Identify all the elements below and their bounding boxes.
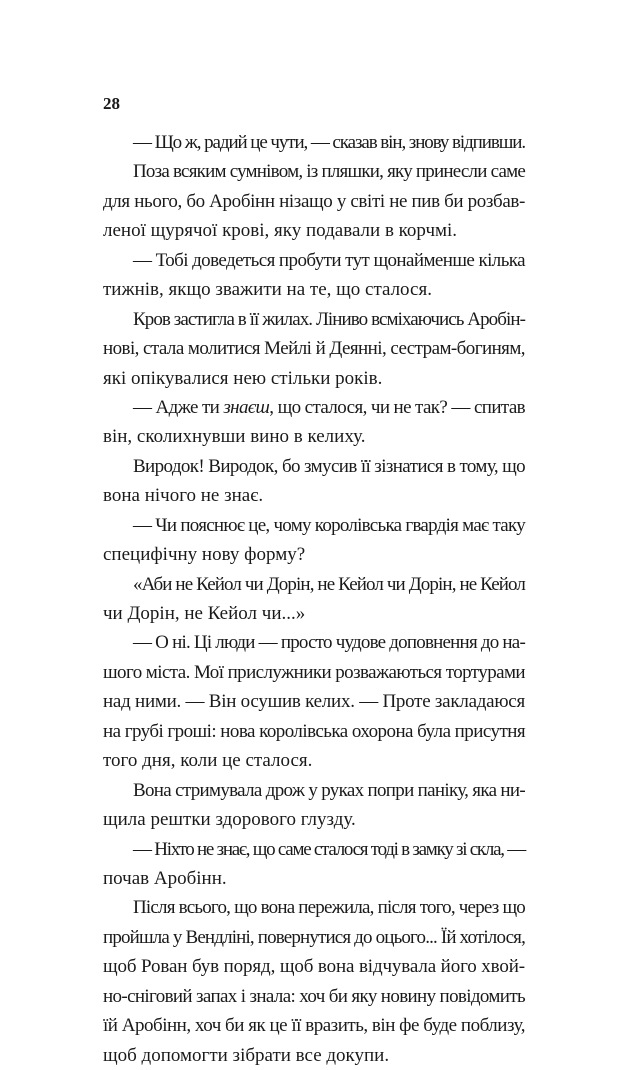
text-line: Поза всяким сумнівом, із пляшки, яку принесли саме [133,161,525,183]
text-line: Вона стримувала дрож у руках попри паніку, яка ни- [133,779,526,801]
page-number: 28 [103,94,120,113]
text-line: пройшла у Вендліні, повернутися до оцього... Їй хотілося, [103,926,525,948]
text-line: чи Дорін, не Кейол чи...» [103,603,306,624]
body-text [103,128,525,1070]
text-line: він, сколихнувши вино в келиху. [103,426,366,448]
text-line: щоб Рован був поряд, щоб вона відчувала його хвой- [103,956,525,978]
text-line: — Що ж, радий це чути, — сказав він, знову відпивши. [133,132,525,153]
text-line: на грубі гроші: нова королівська охорона була присутня [103,720,526,742]
text-line: — Ніхто не знає, що саме сталося тоді в замку зі скла, — [133,838,526,860]
text-line: які опікувалися нею стільки років. [103,367,383,389]
text-line: но-сніговий запах і знала: хоч би яку новину повідомить [103,985,526,1007]
text-line: — Чи пояснює це, чому королівська гвардія має таку [133,514,525,536]
text-line: вона нічого не знає. [103,485,264,507]
text-line: тижнів, якщо зважити на те, що сталося. [103,279,432,301]
text-line: для нього, бо Аробінн нізащо у світі не пив би розбав- [103,190,526,212]
text-line: специфічну нову форму? [103,544,306,566]
text-line: їй Аробінн, хоч би як це її вразить, він фе буде поблизу, [103,1015,525,1037]
text-line: над ними. — Він осушив келих. — Проте закладаюся [103,691,525,713]
text-line: Виродок! Виродок, бо змусив її зізнатися в тому, що [133,455,526,477]
text-line: щила рештки здорового глузду. [103,809,356,831]
text-line: «Аби не Кейол чи Дорін, не Кейол чи Дорін, не Кейол [133,573,526,595]
text-line: леної щурячої крові, яку подавали в корчмі. [103,220,458,242]
text-line: — О ні. Ці люди — просто чудове доповнення до на- [133,632,525,654]
text-line: того дня, коли це сталося. [103,750,313,772]
text-segment: — Адже ти [133,396,224,418]
text-line: почав Аробінн. [103,867,227,889]
text-line [103,393,525,422]
text-line: нові, стала молитися Мейлі й Деянні, сестрам-богиням, [103,338,525,360]
text-line: Після всього, що вона пережила, після того, через що [133,897,525,919]
emphasized-word: знаєш [223,396,270,418]
text-line: шого міста. Мої прислужники розважаються тортурами [103,661,526,683]
text-line: — Тобі доведеться пробути тут щонайменше кілька [133,249,526,271]
text-line: щоб допомогти зібрати все докупи. [103,1044,390,1066]
text-line: Кров застигла в її жилах. Ліниво всміхаючись Аробін- [133,308,525,330]
text-segment: , що сталося, чи не так? — спитав [269,396,526,418]
